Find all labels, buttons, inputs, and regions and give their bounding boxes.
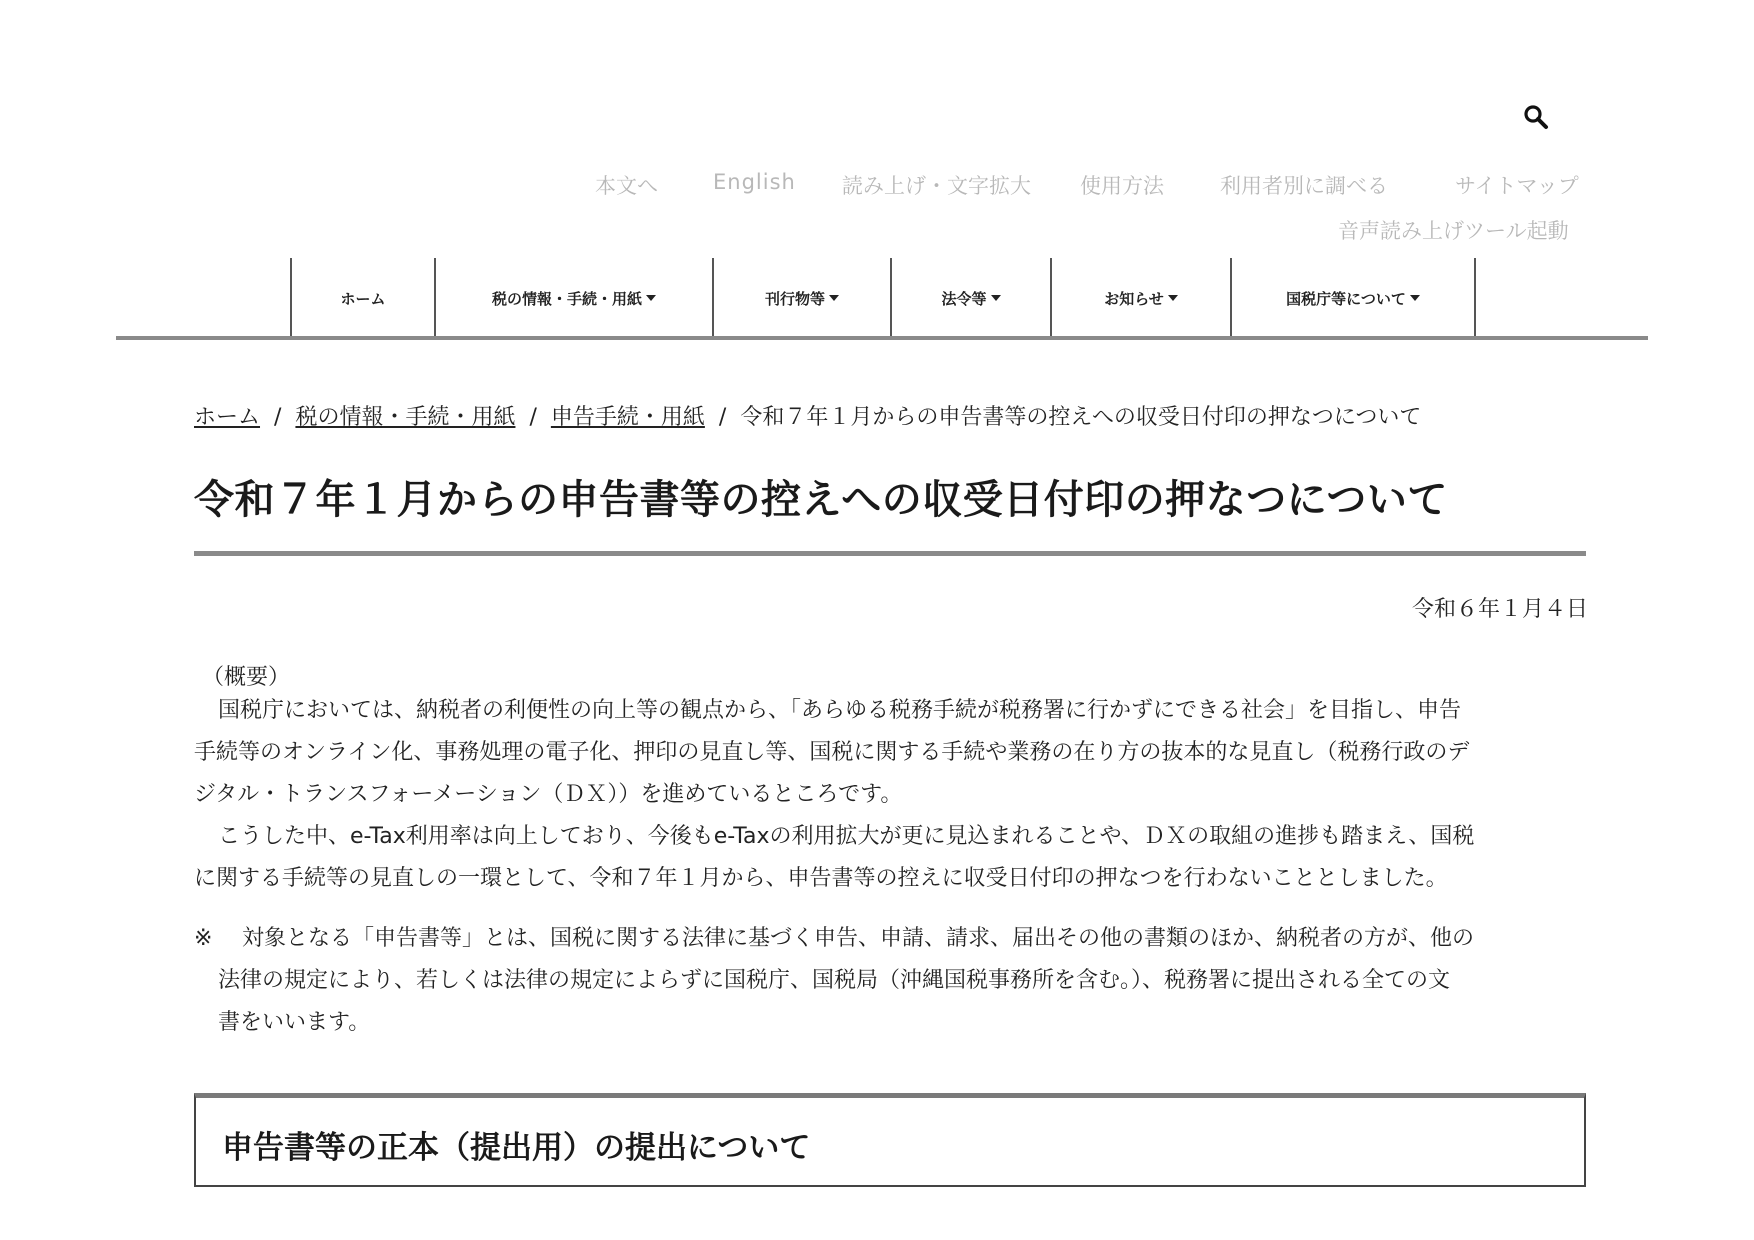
overview-paragraph-1 — [194, 690, 1594, 816]
breadcrumb — [194, 400, 1421, 431]
skip-to-content-link[interactable]: 本文へ — [595, 174, 658, 198]
breadcrumb-link-filing[interactable]: 申告手続・用紙 — [550, 405, 705, 430]
nav-item-tax-info[interactable] — [436, 258, 714, 338]
note-line: 法律の規定により、若しくは法律の規定によらずに国税庁、国税局（沖縄国税事務所を含む。）、税務署に提出される全ての文 — [218, 968, 1451, 993]
note-mark: ※ — [194, 926, 213, 951]
note-text: 対象となる「申告書等」とは、国税に関する法律に基づく申告、申請、請求、届出その他の書類のほか、納税者の方が、他の — [242, 926, 1475, 951]
breadcrumb-link-tax-info[interactable]: 税の情報・手続・用紙 — [295, 405, 516, 430]
nav-item-publications[interactable] — [714, 258, 892, 338]
overview-paragraph-2 — [194, 816, 1594, 900]
note-paragraph — [194, 918, 1594, 1044]
nav-item-about[interactable] — [1232, 258, 1476, 338]
global-nav — [290, 258, 1476, 338]
section-heading-box — [194, 1093, 1586, 1187]
breadcrumb-separator: / — [529, 405, 537, 430]
nav-divider — [116, 336, 1648, 340]
nav-item-news[interactable] — [1052, 258, 1232, 338]
sitemap-link[interactable]: サイトマップ — [1455, 174, 1579, 198]
by-user-link[interactable]: 利用者別に調べる — [1220, 174, 1388, 198]
breadcrumb-separator: / — [718, 405, 727, 430]
paragraph-line: こうした中、e-Tax利用率は向上しており、今後もe-Taxの利用拡大が更に見込まれることや、ＤＸの取組の進捗も踏まえ、国税 — [218, 824, 1475, 849]
note-line — [194, 918, 1594, 960]
nav-item-label: 刊行物等 — [764, 289, 825, 308]
breadcrumb-link-home[interactable]: ホーム — [194, 405, 261, 430]
caret-down-icon — [991, 295, 1001, 301]
caret-down-icon — [646, 295, 656, 301]
utility-links — [580, 170, 1600, 204]
caret-down-icon — [829, 295, 839, 301]
paragraph-line: 手続等のオンライン化、事務処理の電子化、押印の見直し等、国税に関する手続や業務の在り方の抜本的な見直し（税務行政のデ — [194, 740, 1470, 765]
voice-tool-link[interactable]: 音声読み上げツール起動 — [1338, 219, 1569, 243]
nav-item-label: ホーム — [340, 289, 386, 308]
nav-item-label: 国税庁等について — [1286, 289, 1406, 308]
section-heading: 申告書等の正本（提出用）の提出について — [222, 1130, 811, 1166]
nav-item-laws[interactable] — [892, 258, 1052, 338]
page-title: 令和７年１月からの申告書等の控えへの収受日付印の押なつについて — [194, 477, 1448, 523]
english-link[interactable]: English — [713, 170, 796, 194]
breadcrumb-current: 令和７年１月からの申告書等の控えへの収受日付印の押なつについて — [740, 405, 1422, 430]
breadcrumb-separator: / — [274, 405, 282, 430]
usage-link[interactable]: 使用方法 — [1080, 174, 1164, 198]
nav-item-label: お知らせ — [1104, 289, 1164, 308]
caret-down-icon — [1410, 295, 1420, 301]
paragraph-line: ジタル・トランスフォーメーション（ＤＸ））を進めているところです。 — [194, 782, 903, 807]
paragraph-line: 国税庁においては、納税者の利便性の向上等の観点から、「あらゆる税務手続が税務署に行かずにできる社会」を目指し、申告 — [218, 698, 1462, 723]
overview-label: （概要） — [202, 665, 291, 690]
search-icon[interactable] — [1523, 104, 1549, 130]
publish-date: 令和６年１月４日 — [1411, 597, 1588, 622]
nav-item-label: 法令等 — [941, 289, 987, 308]
title-divider — [194, 551, 1586, 556]
nav-item-home[interactable] — [292, 258, 436, 338]
note-line: 書をいいます。 — [218, 1010, 371, 1035]
caret-down-icon — [1168, 295, 1178, 301]
paragraph-line: に関する手続等の見直しの一環として、令和７年１月から、申告書等の控えに収受日付印の押なつを行わないこととしました。 — [194, 866, 1448, 891]
nav-item-label: 税の情報・手続・用紙 — [491, 289, 642, 308]
read-aloud-link[interactable]: 読み上げ・文字拡大 — [842, 174, 1031, 198]
